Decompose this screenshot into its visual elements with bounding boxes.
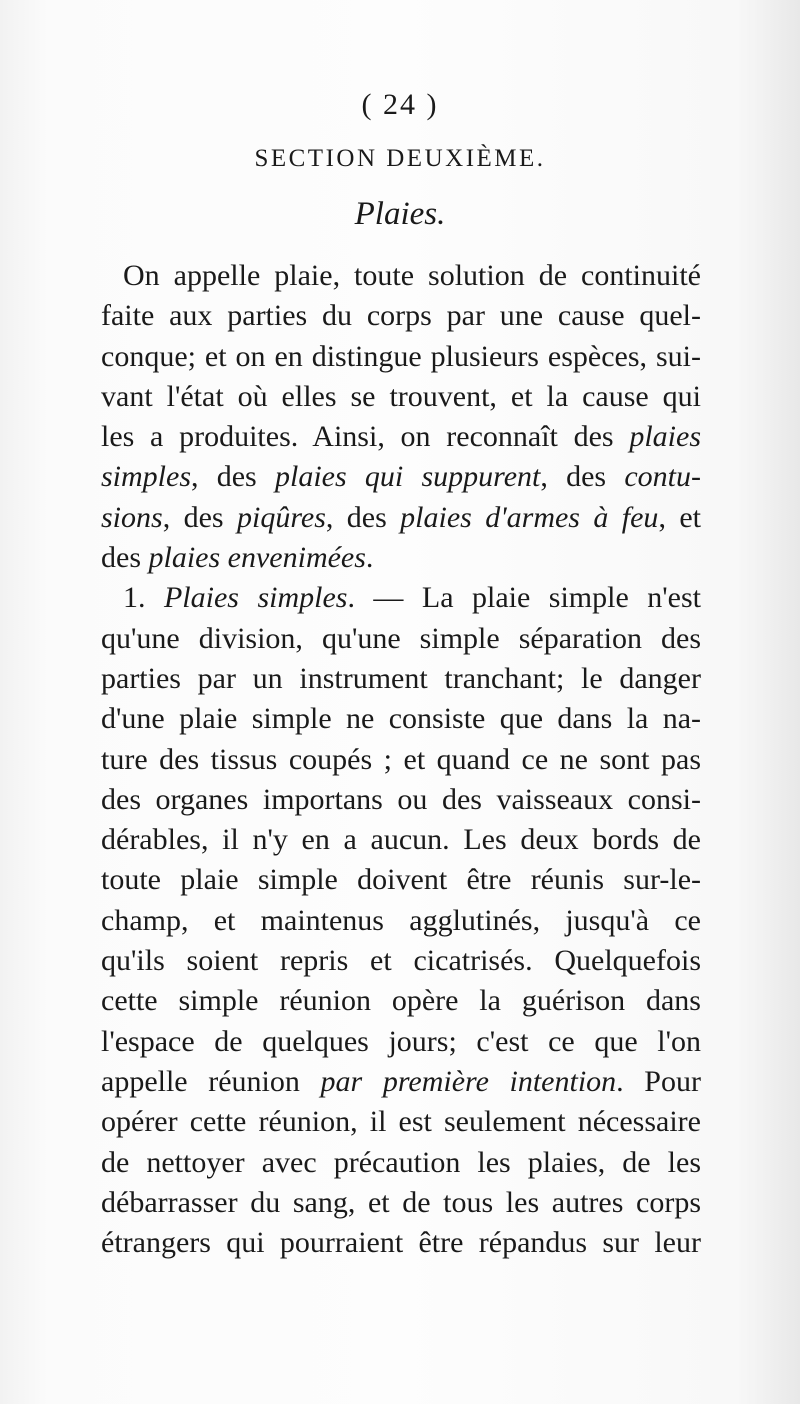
italic-term: piqûres — [236, 500, 326, 534]
text-line: parties par un instrument tranchant; le danger — [101, 661, 701, 695]
text-line: vant l'état où elles se trouvent, et la cause qui — [101, 379, 701, 413]
text-run: . Pour — [616, 1064, 701, 1098]
text-line: de nettoyer avec précaution les plaies, de les — [101, 1145, 701, 1179]
text-run: , des — [540, 460, 625, 494]
text-line: des organes importans ou des vaisseaux consi- — [101, 782, 701, 816]
text-line: toute plaie simple doivent être réunis sur-le- — [101, 863, 701, 897]
text-line: d'une plaie simple ne consiste que dans la na- — [101, 702, 701, 736]
section-subtitle: Plaies. — [354, 196, 446, 232]
italic-term: plaies — [629, 420, 701, 454]
text-line — [101, 457, 701, 497]
text-run: , des — [162, 500, 237, 534]
text-line: conque; et on en distingue plusieurs espèces, sui- — [101, 339, 701, 373]
text-run: , des — [191, 460, 275, 494]
text-line: l'espace de quelques jours; c'est ce que l'on — [101, 1024, 701, 1058]
text-run: les a produites. Ainsi, on reconnaît des — [101, 420, 630, 454]
text-run: . — La plaie simple n'est — [347, 581, 701, 615]
text-line — [101, 498, 701, 538]
section-title: SECTION DEUXIÈME. — [254, 145, 546, 172]
italic-heading: Plaies simples — [163, 581, 348, 615]
text-line: On appelle plaie, toute solution de continuité — [123, 259, 701, 292]
text-line: cette simple réunion opère la guérison dans — [101, 984, 701, 1018]
text-line: champ, et maintenus agglutinés, jusqu'à ce — [101, 903, 701, 937]
italic-term: sions — [101, 500, 163, 534]
text-run: , et — [658, 500, 701, 534]
text-line: étrangers qui pourraient être répandus sur leur — [101, 1226, 701, 1260]
page-number: ( 24 ) — [361, 88, 439, 121]
text-run: des — [101, 541, 149, 575]
text-line: faite aux parties du corps par une cause quel- — [101, 299, 701, 333]
italic-term: contu- — [624, 460, 701, 494]
text-line: ture des tissus coupés ; et quand ce ne sont pas — [101, 742, 701, 776]
text-line — [101, 538, 701, 578]
text-line — [101, 417, 701, 457]
text-line: débarrasser du sang, et de tous les autres corps — [101, 1185, 701, 1219]
text-line: qu'une division, qu'une simple séparation des — [101, 621, 701, 655]
italic-term: plaies d'armes à feu — [400, 500, 659, 534]
italic-term: plaies envenimées — [148, 541, 366, 575]
text-run: appelle réunion — [101, 1064, 321, 1098]
text-line — [101, 1062, 701, 1102]
italic-term: simples — [101, 460, 191, 494]
text-line: opérer cette réunion, il est seulement nécessaire — [101, 1105, 701, 1139]
text-line: qu'ils soient repris et cicatrisés. Quelquefois — [101, 944, 701, 978]
text-line — [101, 578, 701, 618]
text-run: , des — [325, 500, 401, 534]
italic-term: par première intention — [320, 1064, 617, 1098]
list-number: 1. — [123, 581, 164, 615]
italic-term: plaies qui suppurent — [274, 460, 541, 494]
text-run: . — [365, 541, 374, 575]
text-line: dérables, il n'y en a aucun. Les deux bords de — [101, 823, 701, 857]
body-text — [101, 256, 701, 1263]
